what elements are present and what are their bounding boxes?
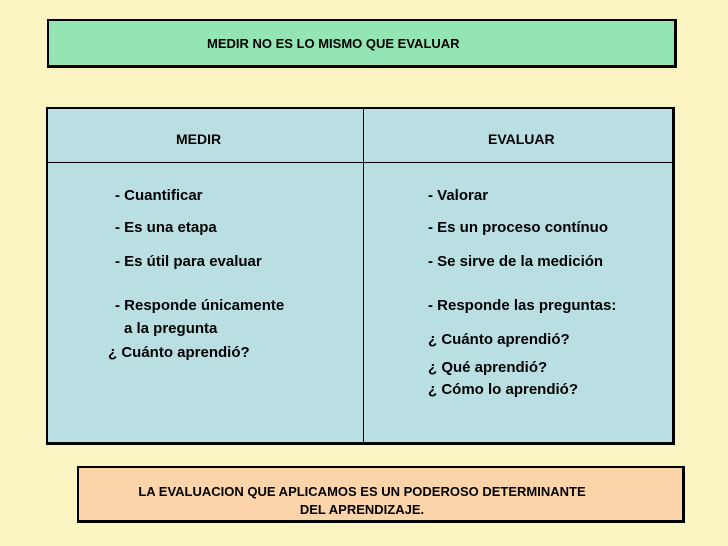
medir-item: - Es una etapa: [115, 219, 217, 236]
medir-item: - Cuantificar: [115, 187, 203, 204]
evaluar-item: - Responde las preguntas:: [428, 297, 617, 314]
comparison-table: [46, 107, 675, 445]
medir-item: a la pregunta: [124, 320, 218, 337]
title-box: [47, 19, 677, 68]
medir-item: - Es útil para evaluar: [115, 253, 262, 270]
evaluar-item: ¿ Cuánto aprendió?: [428, 331, 570, 348]
footer-statement: [82, 483, 642, 519]
medir-item: ¿ Cuánto aprendió?: [108, 344, 250, 361]
header-medir: MEDIR: [176, 131, 222, 147]
medir-item: - Responde únicamente: [115, 297, 285, 314]
slide-title: MEDIR NO ES LO MISMO QUE EVALUAR: [207, 36, 460, 51]
footer-line-2: DEL APRENDIZAJE.: [299, 502, 425, 517]
column-divider: [363, 109, 364, 442]
evaluar-item: ¿ Qué aprendió?: [428, 359, 548, 376]
evaluar-item: ¿ Cómo lo aprendió?: [428, 381, 578, 398]
header-divider: [48, 162, 672, 163]
evaluar-item: - Se sirve de la medición: [428, 253, 604, 270]
evaluar-item: - Valorar: [428, 187, 489, 204]
header-evaluar: EVALUAR: [488, 131, 555, 147]
footer-line-1: LA EVALUACION QUE APLICAMOS ES UN PODEROSO DETERMINANTE: [138, 484, 586, 499]
evaluar-item: - Es un proceso contínuo: [428, 219, 609, 236]
